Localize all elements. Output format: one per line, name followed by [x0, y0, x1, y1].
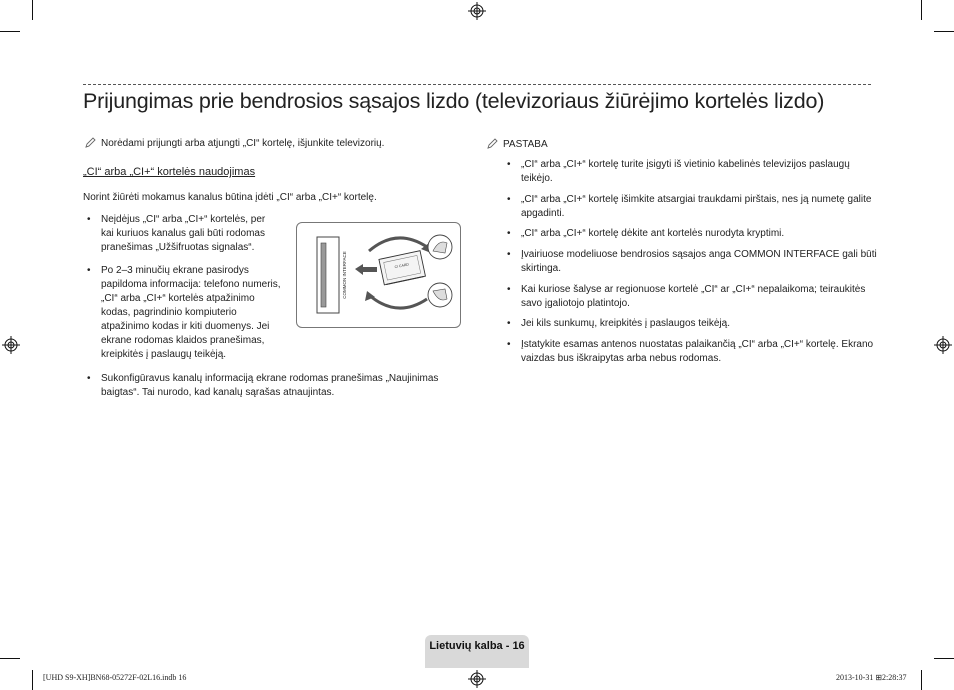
registration-mark-icon — [468, 2, 486, 20]
bullet-dot: • — [507, 318, 511, 329]
bullet-line: vaizdas bus iškraipytas arba nebus rodomas. — [521, 353, 722, 364]
page-number-label: Lietuvių kalba - 16 — [429, 640, 525, 652]
bullet-dot: • — [507, 159, 511, 170]
note-pen-icon — [84, 137, 96, 149]
ci-slot-illustration — [296, 222, 461, 328]
bullet-line: atpažinimo kodas ir kiti duomenys. Jei — [101, 321, 270, 332]
registration-mark-icon — [934, 336, 952, 354]
bullet-line: savo įgaliotojo platintojo. — [521, 298, 630, 309]
bullet-line: „CI“ arba „CI+“ kortelę dėkite ant kortelės nurodyta kryptimi. — [521, 228, 785, 239]
crop-mark — [32, 670, 33, 690]
bullet-line: Įstatykite esamas antenos nuostatas palaikančią „CI“ arba „CI+“ kortelę. Ekrano — [521, 339, 874, 350]
bullet-dot: • — [87, 214, 91, 225]
bullet-line: papildoma informacija: telefono numeris, — [101, 279, 281, 290]
bullet-line: teikėjo. — [521, 173, 553, 184]
print-slug-right: 2013-10-31 ⊞2:28:37 — [836, 673, 907, 682]
bullet-dot: • — [507, 194, 511, 205]
crop-mark — [32, 0, 33, 20]
bullet-line: kreipkitės į paslaugų teikėją. — [101, 349, 227, 360]
bullet-line: Po 2–3 minučių ekrane pasirodys — [101, 265, 249, 276]
bullet-line: Įvairiuose modeliuose bendrosios sąsajos anga COMMON INTERFACE gali būti — [521, 249, 877, 260]
bullet-line: „CI“ arba „CI+“ kortelės atpažinimo — [101, 293, 255, 304]
left-note: Norėdami prijungti arba atjungti „CI“ kortelę, išjunkite televizorių. — [101, 138, 385, 149]
registration-mark-icon — [468, 670, 486, 688]
crop-mark — [921, 0, 922, 20]
crop-mark — [934, 31, 954, 32]
bullet-dot: • — [87, 265, 91, 276]
bullet-line: skirtinga. — [521, 263, 562, 274]
bullet-dot: • — [87, 373, 91, 384]
crop-mark — [0, 31, 20, 32]
ci-card-icon — [297, 223, 460, 327]
page-title: Prijungimas prie bendrosios sąsajos lizdo (televizoriaus žiūrėjimo kortelės lizdo) — [83, 89, 825, 113]
bullet-line: Jei kils sunkumų, kreipkitės į paslaugos teikėją. — [521, 318, 730, 329]
note-heading: PASTABA — [503, 139, 548, 150]
bullet-line: Neįdėjus „CI“ arba „CI+“ kortelės, per — [101, 214, 266, 225]
bullet-dot: • — [507, 228, 511, 239]
print-slug-left: [UHD S9-XH]BN68-05272F-02L16.indb 16 — [43, 673, 187, 682]
intro-text: Norint žiūrėti mokamus kanalus būtina įdėti „CI“ arba „CI+“ kortelę. — [83, 192, 377, 203]
bullet-line: pranešimas „Užšifruotas signalas“. — [101, 242, 255, 253]
registration-mark-icon — [2, 336, 20, 354]
bullet-line: ekrane rodomas klaidos pranešimas, — [101, 335, 265, 346]
bullet-dot: • — [507, 284, 511, 295]
bullet-dot: • — [507, 249, 511, 260]
bullet-line: kai kuriuos kanalus gali būti rodomas — [101, 228, 265, 239]
header-divider — [83, 84, 871, 85]
bullet-dot: • — [507, 339, 511, 350]
bullet-line: „CI“ arba „CI+“ kortelę išimkite atsargiai traukdami pirštais, nes ją numetę galite — [521, 194, 872, 205]
crop-mark — [921, 670, 922, 690]
section-subheading: „CI“ arba „CI+“ kortelės naudojimas — [83, 166, 256, 178]
crop-mark — [0, 658, 20, 659]
crop-mark — [934, 658, 954, 659]
bullet-line: kodas, pagrindinio kompiuterio — [101, 307, 237, 318]
bullet-line: Sukonfigūravus kanalų informaciją ekrane rodomas pranešimas „Naujinimas — [101, 373, 439, 384]
card-label: CI CARD — [394, 262, 410, 270]
slot-label: COMMON INTERFACE — [342, 251, 347, 299]
bullet-line: baigtas“. Tai nurodo, kad kanalų sąrašas atnaujintas. — [101, 387, 335, 398]
bullet-line: Kai kuriose šalyse ar regionuose kortelė „CI“ ar „CI+“ nepalaikoma; teiraukitės — [521, 284, 866, 295]
note-pen-icon — [486, 138, 498, 150]
bullet-line: apgadinti. — [521, 208, 565, 219]
bullet-line: „CI“ arba „CI+“ kortelę turite įsigyti iš vietinio kabelinės televizijos paslaugų — [521, 159, 850, 170]
